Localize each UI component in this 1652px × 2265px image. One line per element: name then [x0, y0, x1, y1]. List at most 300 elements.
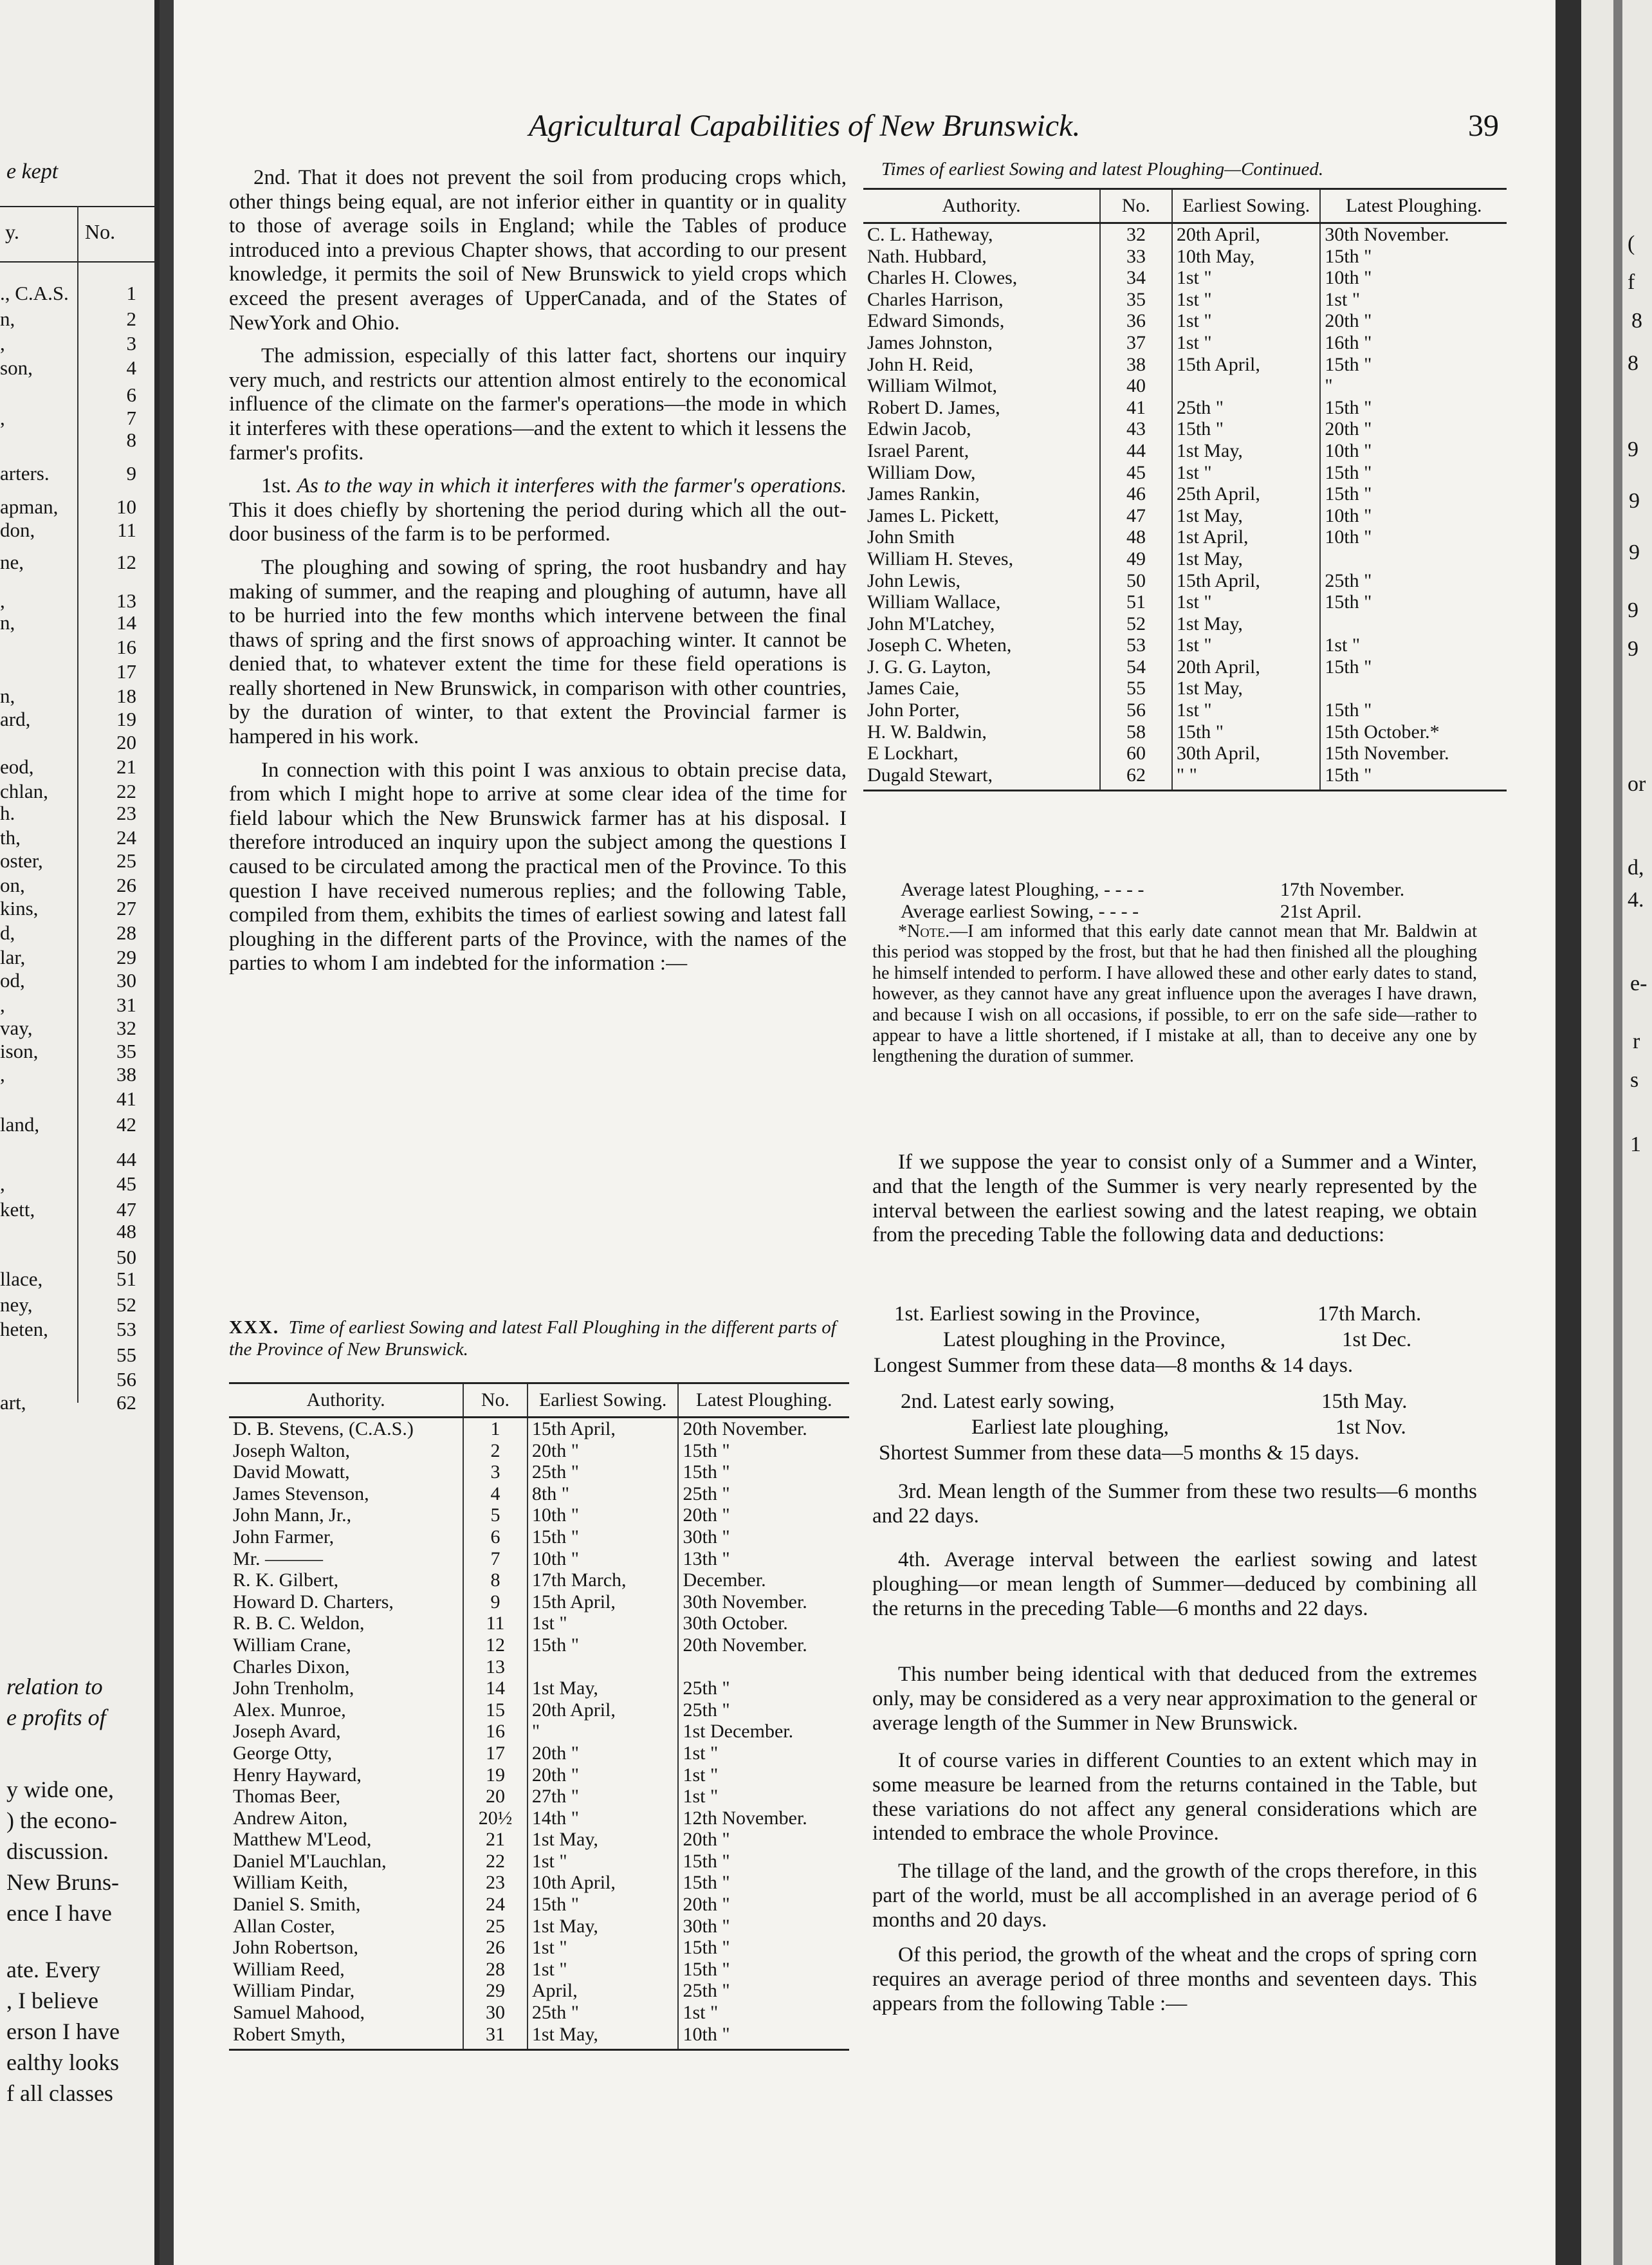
- latest-ploughing-cell: 20th November.: [683, 1418, 807, 1439]
- left-fragment-row: [0, 1344, 156, 1369]
- left-fragment-row-name: on,: [0, 874, 25, 896]
- table-row: [229, 1699, 849, 1721]
- t2-header-earliest-sowing: Earliest Sowing.: [1172, 189, 1320, 223]
- latest-ploughing-cell: 1st ": [683, 1786, 719, 1807]
- latest-ploughing-cell: 15th ": [683, 1850, 730, 1872]
- authority-cell: John M'Latchey,: [867, 613, 995, 634]
- latest-ploughing-cell: 16th ": [1325, 331, 1372, 353]
- book-gutter: [160, 0, 174, 2265]
- table-row: [229, 1807, 849, 1829]
- earliest-sowing-cell: 1st ": [1172, 332, 1320, 354]
- t2-header-authority: Authority.: [863, 189, 1100, 223]
- authority-cell: Charles Harrison,: [867, 288, 1004, 310]
- table-row: [863, 223, 1507, 246]
- left-fragment-row-number: 42: [116, 1113, 136, 1136]
- left-fragment-row-name: art,: [0, 1391, 26, 1414]
- authority-cell: George Otty,: [233, 1742, 333, 1764]
- paragraph-admission: The admission, especially of this latter fact, shortens our inquiry very much, and restricts our attention almost entirely to the economical influence of the climate on the farmer's operations—the mode in which it interferes with these operations—and the extent to which it lessens the farmer's profits.: [229, 344, 847, 465]
- latest-ploughing-cell: [678, 1656, 849, 1678]
- table-row: [863, 505, 1507, 527]
- latest-ploughing-cell: 15th October.*: [1325, 721, 1440, 743]
- left-fragment-row: [0, 462, 156, 488]
- latest-ploughing-cell: [1320, 678, 1507, 699]
- right-edge-mark: f: [1628, 270, 1635, 294]
- left-fragment-row-name: arters.: [0, 462, 50, 485]
- left-fragment-line: ence I have: [6, 1900, 112, 1926]
- table-row: [863, 699, 1507, 721]
- left-fragment-row: [0, 282, 156, 308]
- left-fragment-line: erson I have: [6, 2019, 120, 2044]
- latest-ploughing-cell: 1st ": [683, 1742, 719, 1764]
- left-fragment-row-name: n,: [0, 685, 15, 707]
- left-fragment-row: [0, 802, 156, 827]
- earliest-sowing-cell: 20th ": [528, 1743, 679, 1764]
- authority-cell: Alex. Munroe,: [233, 1699, 346, 1721]
- earliest-sowing-cell: 10th April,: [528, 1872, 679, 1894]
- left-fragment-row-number: 26: [116, 874, 136, 896]
- latest-ploughing-cell: 1st ": [683, 1764, 719, 1786]
- table-row: [229, 1591, 849, 1613]
- left-fragment-row: [0, 1087, 156, 1113]
- earliest-sowing-cell: 17th March,: [528, 1569, 679, 1591]
- authority-cell: John H. Reid,: [867, 353, 973, 375]
- paragraph-wheat-period: Of this period, the growth of the wheat and the crops of spring corn requires an average period of three months and seventeen days. This appears from the following Table :—: [872, 1943, 1477, 2015]
- left-fragment-row-number: 31: [116, 994, 136, 1016]
- left-fragment-row-number: 55: [116, 1344, 136, 1366]
- left-fragment-row: [0, 1368, 156, 1394]
- left-fragment-row-number: 1: [126, 282, 136, 304]
- table-xxx-number: XXX.: [229, 1317, 280, 1338]
- latest-ploughing-cell: 10th ": [1325, 267, 1372, 289]
- earliest-sowing-cell: 25th ": [1172, 397, 1320, 419]
- latest-ploughing-cell: 10th ": [1325, 526, 1372, 548]
- number-cell: 46: [1100, 483, 1172, 505]
- left-fragment-row-number: 8: [126, 429, 136, 451]
- earliest-sowing-cell: 1st ": [528, 1937, 679, 1959]
- left-fragment-row-number: 53: [116, 1318, 136, 1340]
- earliest-sowing-cell: 1st ": [528, 1613, 679, 1634]
- number-cell: 56: [1100, 699, 1172, 721]
- authority-cell: John Farmer,: [233, 1526, 335, 1548]
- earliest-sowing-cell: 1st April,: [1172, 526, 1320, 548]
- number-cell: 34: [1100, 267, 1172, 289]
- left-fragment-row-name: vay,: [0, 1017, 33, 1039]
- t1-header-latest-ploughing: Latest Ploughing.: [678, 1383, 849, 1418]
- authority-cell: James Rankin,: [867, 483, 980, 505]
- authority-cell: William Crane,: [233, 1634, 351, 1656]
- table-row: [863, 591, 1507, 613]
- t2-header-latest-ploughing: Latest Ploughing.: [1320, 189, 1507, 223]
- left-fragment-row-number: 35: [116, 1040, 136, 1062]
- number-cell: 47: [1100, 505, 1172, 527]
- table-continued: [863, 188, 1507, 791]
- left-fragment-row: [0, 685, 156, 710]
- latest-ploughing-cell: 15th ": [683, 1937, 730, 1959]
- latest-ploughing-cell: 20th November.: [683, 1634, 807, 1656]
- earliest-sowing-cell: 30th April,: [1172, 743, 1320, 764]
- latest-ploughing-cell: 30th ": [683, 1915, 730, 1937]
- t2-header-no: No.: [1100, 189, 1172, 223]
- earliest-sowing-cell: 20th April,: [1172, 223, 1320, 246]
- left-fragment-row-number: 21: [116, 755, 136, 778]
- latest-ploughing-cell: 15th ": [683, 1461, 730, 1483]
- running-head: [174, 108, 1556, 147]
- left-fragment-row-number: 32: [116, 1017, 136, 1039]
- right-edge-mark: s: [1630, 1068, 1639, 1092]
- left-fragment-row-number: 18: [116, 685, 136, 707]
- table-row: [229, 1440, 849, 1462]
- left-fragment-row-number: 20: [116, 731, 136, 753]
- authority-cell: Mr. ———: [233, 1548, 324, 1569]
- earliest-sowing-cell: 10th May,: [1172, 246, 1320, 268]
- left-fragment-line: discussion.: [6, 1838, 109, 1864]
- earliest-sowing-cell: 15th ": [528, 1526, 679, 1548]
- left-fragment-row-name: don,: [0, 519, 35, 541]
- t1-header-earliest-sowing: Earliest Sowing.: [528, 1383, 679, 1418]
- table-row: [863, 246, 1507, 268]
- table-row: [229, 1980, 849, 2002]
- left-fragment-row-name: d,: [0, 921, 15, 944]
- authority-cell: Israel Parent,: [867, 439, 969, 461]
- table-row: [863, 613, 1507, 635]
- table-row: [863, 354, 1507, 376]
- left-fragment-line: ate. Every: [6, 1957, 100, 1983]
- latest-ploughing-cell: 10th ": [683, 2023, 730, 2045]
- authority-cell: R. K. Gilbert,: [233, 1569, 339, 1591]
- number-cell: 13: [463, 1656, 528, 1678]
- table-row: [229, 1786, 849, 1807]
- deduction-2b: Earliest late ploughing,: [971, 1416, 1170, 1439]
- t1-header-no: No.: [463, 1383, 528, 1418]
- earliest-sowing-cell: 15th ": [528, 1894, 679, 1916]
- table-end-rule: [229, 2045, 849, 2050]
- left-fragment-row-name: kins,: [0, 897, 39, 920]
- left-fragment-row: [0, 1220, 156, 1246]
- number-cell: 29: [463, 1980, 528, 2002]
- number-cell: 43: [1100, 418, 1172, 440]
- left-fragment-row-name: ,: [0, 994, 5, 1016]
- left-fragment-row: [0, 1172, 156, 1198]
- latest-ploughing-cell: 30th October.: [683, 1613, 788, 1634]
- latest-ploughing-cell: 15th ": [683, 1958, 730, 1980]
- number-cell: 15: [463, 1699, 528, 1721]
- left-fragment-row: [0, 994, 156, 1019]
- number-cell: 49: [1100, 548, 1172, 570]
- earliest-sowing-cell: 15th April,: [1172, 354, 1320, 376]
- left-fragment-row-number: 29: [116, 946, 136, 968]
- right-edge-mark: 9: [1628, 637, 1638, 661]
- left-fragment-row: [0, 332, 156, 358]
- deduction-2a-value: 15th May.: [1321, 1390, 1408, 1413]
- left-fragment-row: [0, 1063, 156, 1089]
- latest-ploughing-cell: 15th ": [683, 1872, 730, 1894]
- table-row: [863, 483, 1507, 505]
- number-cell: 12: [463, 1634, 528, 1656]
- left-fragment-row-name: oster,: [0, 849, 43, 872]
- latest-ploughing-cell: 25th ": [683, 1699, 730, 1721]
- authority-cell: William Pindar,: [233, 1980, 355, 2002]
- earliest-sowing-cell: 1st ": [1172, 267, 1320, 289]
- table-row: [229, 1678, 849, 1699]
- left-fragment-row-number: 30: [116, 969, 136, 992]
- left-fragment-row-number: 7: [126, 407, 136, 429]
- left-fragment-row: [0, 660, 156, 686]
- latest-ploughing-cell: 25th ": [683, 1980, 730, 2002]
- authority-cell: D. B. Stevens, (C.A.S.): [233, 1418, 414, 1439]
- left-fragment-row-number: 2: [126, 308, 136, 330]
- left-fragment-row-name: ,: [0, 589, 5, 612]
- table-row: [229, 2002, 849, 2024]
- earliest-sowing-cell: 27th ": [528, 1786, 679, 1807]
- number-cell: 3: [463, 1461, 528, 1483]
- number-cell: 45: [1100, 462, 1172, 484]
- number-cell: 16: [463, 1721, 528, 1743]
- number-cell: 6: [463, 1526, 528, 1548]
- number-cell: 21: [463, 1829, 528, 1851]
- number-cell: 24: [463, 1894, 528, 1916]
- left-fragment-row: [0, 495, 156, 521]
- number-cell: 26: [463, 1937, 528, 1959]
- left-fragment-row: [0, 611, 156, 637]
- table-row: [863, 634, 1507, 656]
- latest-ploughing-cell: 15th ": [1325, 699, 1372, 721]
- right-edge-mark: 9: [1628, 438, 1638, 461]
- earliest-sowing-cell: 15th ": [1172, 721, 1320, 743]
- table-row: [863, 440, 1507, 462]
- authority-cell: Robert Smyth,: [233, 2023, 346, 2045]
- earliest-sowing-cell: 15th April,: [528, 1418, 679, 1440]
- left-fragment-row: [0, 731, 156, 757]
- left-fragment-row: [0, 849, 156, 875]
- earliest-sowing-cell: " ": [1172, 764, 1320, 786]
- earliest-sowing-cell: 10th ": [528, 1548, 679, 1570]
- number-cell: 25: [463, 1916, 528, 1937]
- left-fragment-header-left: y.: [5, 220, 19, 243]
- right-edge-mark: or: [1628, 772, 1646, 796]
- left-fragment-row-number: 41: [116, 1087, 136, 1110]
- latest-ploughing-cell: ": [1325, 375, 1333, 397]
- left-fragment-line: y wide one,: [6, 1777, 114, 1802]
- earliest-sowing-cell: 1st May,: [528, 2024, 679, 2046]
- authority-cell: J. G. G. Layton,: [867, 656, 991, 678]
- number-cell: 20½: [463, 1807, 528, 1829]
- left-column: [229, 166, 847, 985]
- left-fragment-row-number: 6: [126, 384, 136, 406]
- deduction-2b-value: 1st Nov.: [1335, 1416, 1406, 1439]
- table-row: [229, 1461, 849, 1483]
- table-row: [229, 1656, 849, 1678]
- deduction-3: 3rd. Mean length of the Summer from these two results—6 months and 22 days.: [872, 1480, 1477, 1528]
- left-fragment-row-name: od,: [0, 969, 25, 992]
- table-row: [229, 1483, 849, 1505]
- left-fragment-row-number: 9: [126, 462, 136, 485]
- table-row: [863, 764, 1507, 786]
- left-fragment-row-number: 27: [116, 897, 136, 920]
- latest-ploughing-cell: 30th November.: [1325, 224, 1449, 245]
- number-cell: 7: [463, 1548, 528, 1570]
- left-fragment-row-name: h.: [0, 802, 15, 824]
- right-edge-mark: 9: [1629, 541, 1640, 564]
- number-cell: 41: [1100, 397, 1172, 419]
- table-row: [229, 1894, 849, 1916]
- deduction-1a: 1st. Earliest sowing in the Province,: [894, 1302, 1200, 1326]
- left-fragment-row: [0, 551, 156, 577]
- deduction-1c: Longest Summer from these data—8 months & 14 days.: [874, 1354, 1354, 1377]
- number-cell: 33: [1100, 246, 1172, 268]
- number-cell: 9: [463, 1591, 528, 1613]
- earliest-sowing-cell: 1st May,: [528, 1916, 679, 1937]
- latest-ploughing-cell: 15th ": [1325, 353, 1372, 375]
- table-continued-caption: Times of earliest Sowing and latest Ploughing—Continued.: [881, 159, 1324, 180]
- left-fragment-row: [0, 708, 156, 734]
- authority-cell: Samuel Mahood,: [233, 2002, 365, 2024]
- left-fragment-line: ealthy looks: [6, 2049, 119, 2075]
- authority-cell: William Reed,: [233, 1958, 345, 1980]
- left-fragment-row-number: 47: [116, 1198, 136, 1221]
- left-fragment-row: [0, 897, 156, 923]
- number-cell: 28: [463, 1959, 528, 1981]
- left-fragment-row: [0, 384, 156, 409]
- authority-cell: William Wallace,: [867, 591, 1001, 613]
- left-fragment-row-name: ., C.A.S.: [0, 282, 69, 304]
- number-cell: 8: [463, 1569, 528, 1591]
- latest-ploughing-cell: 15th ": [683, 1439, 730, 1461]
- left-fragment-row-name: n,: [0, 611, 15, 634]
- authority-cell: Dugald Stewart,: [867, 764, 993, 786]
- left-fragment-row-number: 25: [116, 849, 136, 872]
- left-fragment-row-number: 45: [116, 1172, 136, 1195]
- left-fragment-row-name: ,: [0, 1172, 5, 1195]
- latest-ploughing-cell: 13th ": [683, 1548, 730, 1569]
- earliest-sowing-cell: 15th April,: [1172, 570, 1320, 592]
- left-fragment-row: [0, 1113, 156, 1139]
- left-fragment-row-number: 22: [116, 780, 136, 802]
- left-page-fragment: [0, 0, 160, 2265]
- number-cell: 58: [1100, 721, 1172, 743]
- paragraph-second: 2nd. That it does not prevent the soil from producing crops which, other things being equal, are not inferior either in quantity or in quality to those of average soils in England; while the Tables of produce introduced into a previous Chapter shows, that according to our present knowledge, it permits the soil of New Brunswick to yield crops which exceed the present averages of UpperCanada, and of the States of NewYork and Ohio.: [229, 166, 847, 335]
- left-fragment-row-number: 17: [116, 660, 136, 683]
- earliest-sowing-cell: 14th ": [528, 1807, 679, 1829]
- right-edge-mark: 9: [1629, 489, 1640, 513]
- number-cell: 53: [1100, 634, 1172, 656]
- left-fragment-row-name: apman,: [0, 495, 59, 518]
- number-cell: 52: [1100, 613, 1172, 635]
- latest-ploughing-cell: 25th ": [1325, 569, 1372, 591]
- authority-cell: Daniel M'Lauchlan,: [233, 1850, 387, 1872]
- latest-ploughing-cell: 10th ": [1325, 504, 1372, 526]
- latest-ploughing-cell: 15th ": [1325, 591, 1372, 613]
- authority-cell: Edward Simonds,: [867, 310, 1005, 332]
- right-edge-mark: d,: [1628, 856, 1644, 880]
- left-fragment-row-number: 38: [116, 1063, 136, 1086]
- number-cell: 30: [463, 2002, 528, 2024]
- latest-ploughing-cell: 15th ": [1325, 461, 1372, 483]
- paragraph-connection: In connection with this point I was anxious to obtain precise data, from which I might hope to arrive at some clear idea of the time for field labour which the New Brunswick farmer has at his disposal. I therefore introduced an inquiry upon the subject among the questions I caused to be circulated among the practical men of the Province. To this question I have received numerous replies; and the following Table, compiled from them, exhibits the times of earliest sowing and latest fall ploughing in the different parts of the Province, with the names of the parties to whom I am indebted for the information :—: [229, 758, 847, 975]
- earliest-sowing-cell: 1st May,: [1172, 613, 1320, 635]
- number-cell: 60: [1100, 743, 1172, 764]
- number-cell: 48: [1100, 526, 1172, 548]
- authority-cell: Howard D. Charters,: [233, 1591, 394, 1613]
- table-row: [229, 1569, 849, 1591]
- left-fragment-header-right: No.: [85, 220, 116, 243]
- number-cell: 2: [463, 1440, 528, 1462]
- earliest-sowing-cell: 1st May,: [1172, 505, 1320, 527]
- left-fragment-line: New Bruns-: [6, 1869, 119, 1895]
- latest-ploughing-cell: 30th ": [683, 1526, 730, 1548]
- number-cell: 22: [463, 1851, 528, 1872]
- latest-ploughing-cell: 20th ": [683, 1829, 730, 1851]
- t1-header-authority: Authority.: [229, 1383, 463, 1418]
- first-point-lead: 1st.: [261, 474, 291, 498]
- latest-ploughing-cell: 20th ": [1325, 310, 1372, 332]
- table-row: [229, 1548, 849, 1570]
- table-row: [863, 570, 1507, 592]
- latest-ploughing-cell: 15th ": [1325, 245, 1372, 267]
- left-fragment-row-number: 3: [126, 332, 136, 355]
- latest-ploughing-cell: 20th ": [683, 1894, 730, 1916]
- number-cell: 62: [1100, 764, 1172, 786]
- table-row: [863, 721, 1507, 743]
- left-fragment-row-name: eod,: [0, 755, 34, 778]
- authority-cell: Joseph Walton,: [233, 1439, 351, 1461]
- number-cell: 20: [463, 1786, 528, 1807]
- right-edge-mark: 4.: [1628, 888, 1644, 912]
- number-cell: 5: [463, 1504, 528, 1526]
- left-fragment-row-number: 11: [117, 519, 136, 541]
- left-fragment-row-name: heten,: [0, 1318, 48, 1340]
- latest-ploughing-cell: 20th ": [1325, 418, 1372, 440]
- number-cell: 44: [1100, 440, 1172, 462]
- authority-cell: William Dow,: [867, 461, 976, 483]
- average-latest-ploughing: [901, 879, 1405, 901]
- deduction-4: 4th. Average interval between the earliest sowing and latest ploughing—or mean length of Summer—deduced by combining all the returns in the preceding Table—6 months and 22 days.: [872, 1548, 1477, 1620]
- earliest-sowing-cell: 20th ": [528, 1764, 679, 1786]
- table-row: [229, 1418, 849, 1440]
- authority-cell: Allan Coster,: [233, 1915, 335, 1937]
- deduction-1b: Latest ploughing in the Province,: [943, 1328, 1226, 1351]
- left-fragment-row-name: n,: [0, 308, 15, 330]
- average-latest-value: 17th November.: [1280, 879, 1405, 900]
- authority-cell: C. L. Hatheway,: [867, 224, 993, 245]
- left-fragment-row: [0, 429, 156, 454]
- latest-ploughing-cell: 15th November.: [1325, 743, 1449, 764]
- table-row: [863, 332, 1507, 354]
- authority-cell: James Stevenson,: [233, 1483, 369, 1504]
- footnote-lead: *Note.: [898, 921, 950, 941]
- deduction-2a: 2nd. Latest early sowing,: [901, 1390, 1115, 1413]
- left-fragment-row: [0, 356, 156, 382]
- earliest-sowing-cell: 1st May,: [1172, 548, 1320, 570]
- number-cell: 4: [463, 1483, 528, 1505]
- first-point-rest: This it does chiefly by shortening the period during which all the out-door business of the farm is to be performed.: [229, 498, 847, 546]
- authority-cell: John Smith: [867, 526, 955, 548]
- paragraph-tillage: The tillage of the land, and the growth of the crops therefore, in this part of the world, must be all accomplished in an average period of 6 months and 20 days.: [872, 1860, 1477, 1932]
- left-fragment-line: e profits of: [6, 1705, 106, 1730]
- left-fragment-row-number: 16: [116, 636, 136, 658]
- number-cell: 54: [1100, 656, 1172, 678]
- latest-ploughing-cell: 15th ": [1325, 396, 1372, 418]
- left-fragment-heading: e kept: [6, 160, 59, 183]
- left-fragment-row-number: 28: [116, 921, 136, 944]
- left-fragment-row-number: 44: [116, 1148, 136, 1170]
- left-fragment-row-name: ison,: [0, 1040, 39, 1062]
- number-cell: 23: [463, 1872, 528, 1894]
- latest-ploughing-cell: 20th ": [683, 1504, 730, 1526]
- average-earliest-sowing: [901, 901, 1362, 923]
- first-point-italic: As to the way in which it interferes with the farmer's operations.: [297, 474, 847, 498]
- table-xxx-caption-text: Time of earliest Sowing and latest Fall Ploughing in the different parts of the Province of New Brunswick.: [229, 1317, 836, 1360]
- left-fragment-line: ) the econo-: [6, 1807, 117, 1833]
